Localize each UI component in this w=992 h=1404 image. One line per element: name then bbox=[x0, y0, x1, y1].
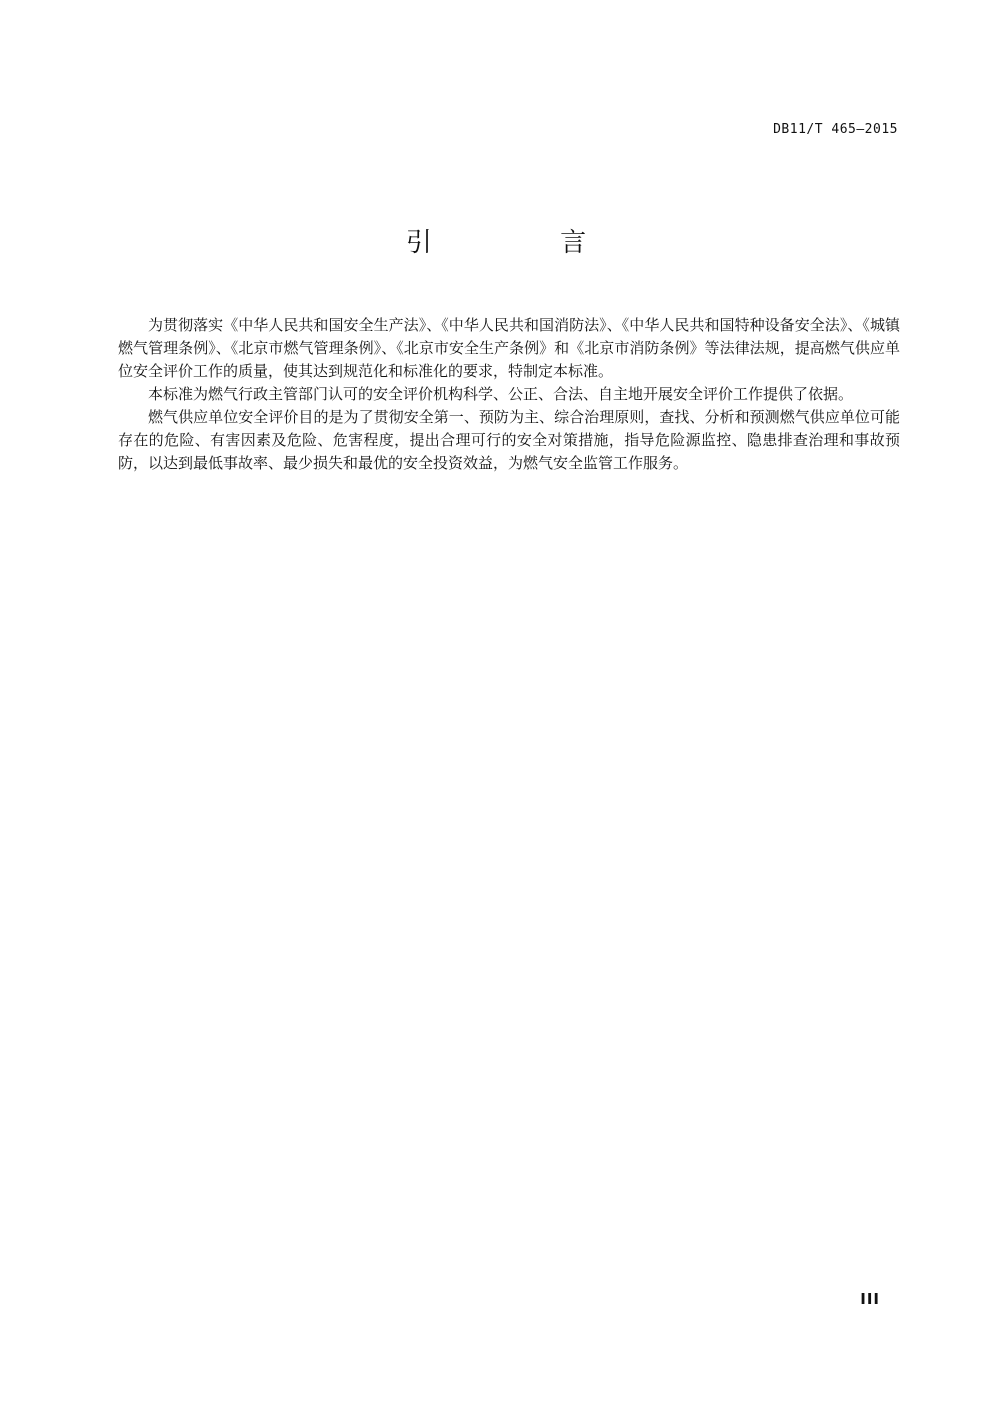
body-text bbox=[118, 314, 900, 475]
page-title: 引 言 bbox=[405, 228, 647, 258]
paragraph-1: 为贯彻落实《中华人民共和国安全生产法》、《中华人民共和国消防法》、《中华人民共和国特种设备安全法》、《城镇燃气管理条例》、《北京市燃气管理条例》、《北京市安全生产条例》和《北京市消防条例》等法律法规，提高燃气供应单位安全评价工作的质量，使其达到规范化和标准化的要求，特制定本标准。 bbox=[118, 316, 900, 380]
page-number: III bbox=[860, 1290, 880, 1308]
document-code: DB11/T 465—2015 bbox=[773, 122, 898, 137]
paragraph-3: 燃气供应单位安全评价目的是为了贯彻安全第一、预防为主、综合治理原则，查找、分析和预测燃气供应单位可能存在的危险、有害因素及危险、危害程度，提出合理可行的安全对策措施，指导危险源监控、隐患排查治理和事故预防，以达到最低事故率、最少损失和最优的安全投资效益，为燃气安全监管工作服务。 bbox=[118, 408, 900, 472]
paragraph-2: 本标准为燃气行政主管部门认可的安全评价机构科学、公正、合法、自主地开展安全评价工作提供了依据。 bbox=[148, 385, 854, 403]
